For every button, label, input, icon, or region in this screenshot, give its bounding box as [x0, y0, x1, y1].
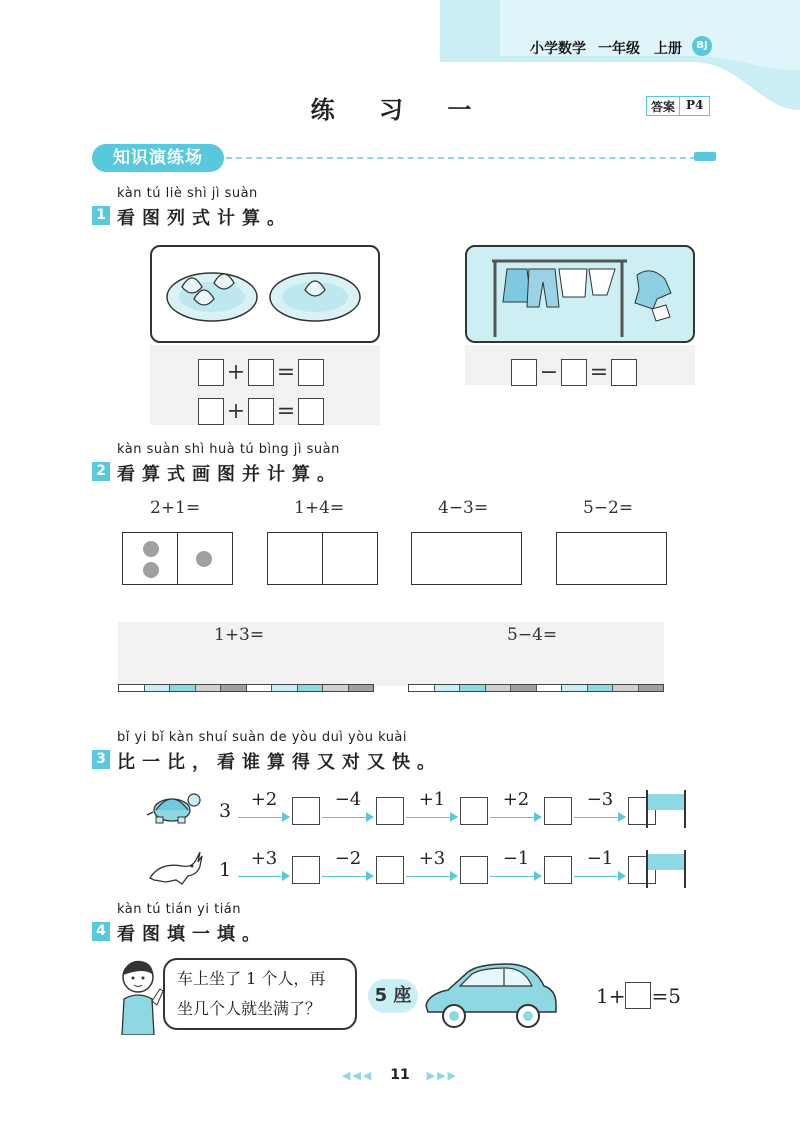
- step-label: −1: [502, 848, 530, 869]
- answer-box[interactable]: [376, 797, 404, 825]
- arrow-step: [236, 789, 292, 827]
- answer-box[interactable]: [298, 359, 324, 386]
- q1-eq-row-1: [198, 359, 324, 386]
- eq-right: =5: [651, 983, 681, 1008]
- q1-eq-row-3: [511, 359, 637, 386]
- box-divider: [322, 533, 323, 584]
- arrow-step: [404, 789, 460, 827]
- answer-box[interactable]: [511, 359, 537, 386]
- bead-strip-1[interactable]: [118, 684, 374, 692]
- header-volume: 上册: [654, 41, 682, 57]
- answer-box[interactable]: [248, 398, 274, 425]
- answer-tag[interactable]: [646, 96, 710, 116]
- arrow-step: [488, 848, 544, 886]
- q2-expr-5: 1+3=: [214, 625, 265, 645]
- header-book: 小学数学: [530, 41, 586, 57]
- box-divider: [177, 533, 178, 584]
- q2-pinyin: kàn suàn shì huà tú bìng jì suàn: [117, 442, 340, 457]
- q4-text: 看图填一填。: [117, 924, 267, 945]
- bead-strip-2[interactable]: [408, 684, 664, 692]
- answer-box[interactable]: [611, 359, 637, 386]
- arrow-step: [236, 848, 292, 886]
- turtle-icon: [142, 786, 204, 826]
- answer-box[interactable]: [561, 359, 587, 386]
- answer-box[interactable]: [376, 856, 404, 884]
- step-label: −1: [586, 848, 614, 869]
- answer-box[interactable]: [198, 359, 224, 386]
- answer-box[interactable]: [198, 398, 224, 425]
- q4-pinyin: kàn tú tián yi tián: [117, 902, 242, 917]
- header-grade: 一年级: [598, 41, 640, 57]
- drawing-box-2[interactable]: [267, 532, 378, 585]
- start-number: 1: [218, 859, 232, 881]
- peach-plates-picture: [150, 245, 380, 343]
- answer-box[interactable]: [544, 797, 572, 825]
- arrow-step: [488, 789, 544, 827]
- eq-left: 1+: [596, 983, 626, 1008]
- finish-flag-icon: [644, 788, 688, 828]
- prev-marks-icon: ◀◀◀: [341, 1069, 374, 1082]
- step-label: +2: [250, 789, 278, 810]
- answer-label: 答案: [651, 100, 676, 114]
- step-label: +3: [250, 848, 278, 869]
- plus-sign: +: [226, 360, 246, 385]
- plus-sign: +: [226, 399, 246, 424]
- q2-expr-2: 1+4=: [294, 498, 345, 518]
- page-number: 11: [390, 1067, 410, 1083]
- answer-page: P4: [679, 97, 709, 115]
- boy-icon: [112, 955, 168, 1035]
- section-divider: [226, 157, 696, 159]
- q2-expr-4: 5−2=: [583, 498, 634, 518]
- answer-box[interactable]: [248, 359, 274, 386]
- section-title: 知识演练场: [92, 144, 224, 172]
- q4-equation: [596, 982, 681, 1009]
- start-number: 3: [218, 800, 232, 822]
- page-footer: [0, 1067, 800, 1083]
- bubble-line-2: 坐几个人就坐满了？: [177, 999, 322, 1018]
- answer-box[interactable]: [460, 856, 488, 884]
- bubble-line-1: 车上坐了 1 个人，再: [177, 969, 326, 988]
- answer-box[interactable]: [544, 856, 572, 884]
- q2-strip-bg: [118, 622, 664, 686]
- drawing-box-1[interactable]: [122, 532, 233, 585]
- q2-expr-1: 2+1=: [150, 498, 201, 518]
- step-label: +1: [418, 789, 446, 810]
- speech-bubble: [163, 958, 357, 1030]
- q2-text: 看算式画图并计算。: [117, 464, 342, 485]
- clothes-rack-picture: [465, 245, 695, 343]
- peach-plates-icon: [152, 247, 378, 341]
- q3-pinyin: bǐ yi bǐ kàn shuí suàn de yòu duì yòu kuài: [117, 730, 408, 745]
- answer-box[interactable]: [292, 797, 320, 825]
- q1-text: 看图列式计算。: [117, 208, 292, 229]
- car-icon: [420, 960, 560, 1030]
- equals-sign: =: [276, 399, 296, 424]
- rabbit-icon: [142, 848, 204, 888]
- page-title: 练 习 一: [310, 95, 490, 124]
- answer-box[interactable]: [298, 398, 324, 425]
- q4-number: 4: [92, 922, 110, 941]
- q3-number: 3: [92, 750, 110, 769]
- answer-box[interactable]: [625, 982, 651, 1009]
- q2-number: 2: [92, 462, 110, 481]
- q3-row-2: [214, 848, 656, 886]
- clothes-rack-icon: [467, 247, 693, 341]
- finish-flag-icon: [644, 848, 688, 888]
- answer-box[interactable]: [460, 797, 488, 825]
- answer-box[interactable]: [292, 856, 320, 884]
- minus-sign: −: [539, 360, 559, 385]
- circle-icon: [196, 551, 212, 567]
- next-marks-icon: ▶▶▶: [426, 1069, 458, 1082]
- equals-sign: =: [276, 360, 296, 385]
- q2-expr-3: 4−3=: [438, 498, 489, 518]
- arrow-step: [572, 848, 628, 886]
- q3-text: 比一比，看谁算得又对又快。: [117, 752, 442, 773]
- arrow-step: [404, 848, 460, 886]
- arrow-step: [320, 789, 376, 827]
- arrow-step: [572, 789, 628, 827]
- step-label: +2: [502, 789, 530, 810]
- circle-icon: [143, 541, 159, 557]
- q3-row-1: [214, 789, 656, 827]
- seat-count-badge: 5 座: [368, 979, 418, 1013]
- q1-pinyin: kàn tú liè shì jì suàn: [117, 186, 258, 201]
- circle-icon: [143, 562, 159, 578]
- q2-expr-6: 5−4=: [507, 625, 558, 645]
- arrow-step: [320, 848, 376, 886]
- drawing-box-3[interactable]: [411, 532, 522, 585]
- equals-sign: =: [589, 360, 609, 385]
- drawing-box-4[interactable]: [556, 532, 667, 585]
- step-label: +3: [418, 848, 446, 869]
- pen-icon: [694, 152, 716, 161]
- header-badge: BJ: [692, 36, 712, 56]
- q1-number: 1: [92, 206, 110, 225]
- step-label: −4: [334, 789, 362, 810]
- step-label: −2: [334, 848, 362, 869]
- step-label: −3: [586, 789, 614, 810]
- q1-eq-row-2: [198, 398, 324, 425]
